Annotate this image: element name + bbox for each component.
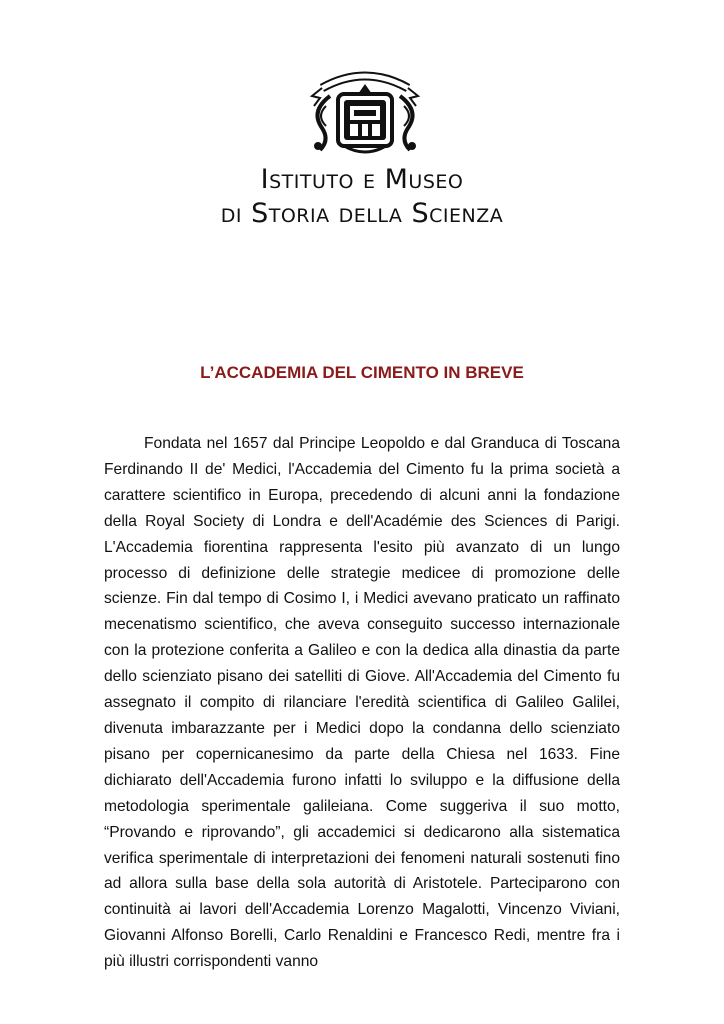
body-paragraph: Fondata nel 1657 dal Principe Leopoldo e dal Granduca di Toscana Ferdinando II de' Medici, l'Accademia del Cimento fu la prima società a carattere scientifico in Europa, precedendo di alcuni anni la fondazione della Royal Society di Londra e dell'Académie des Sciences di Parigi. L'Accademia fiorentina rappresenta l'esito più avanzato di un lungo processo di definizione delle strategie medicee di promozione delle scienze. Fin dal tempo di Cosimo I, i Medici avevano praticato un raffinato mecenatismo scientifico, che aveva conseguito successo internazionale con la protezione conferita a Galileo e con la dedica alla dinastia da parte dello scienziato pisano dei satelliti di Giove. All'Accademia del Cimento fu assegnato il compito di rilanciare l'eredità scientifica di Galileo Galilei, divenuta imbarazzante per i Medici dopo la condanna dello scienziato pisano per copernicanesimo da parte della Chiesa nel 1633. Fine dichiarato dell'Accademia furono infatti lo sviluppo e la diffusione della metodologia sperimentale galileiana. Come suggeriva il suo motto, “Provando e riprovando”, gli accademici si dedicarono alla sistematica verifica sperimentale di interpretazioni dei fenomeni naturali sostenuti fino ad allora sulla base della sola autorità di Aristotele. Parteciparono con continuità ai lavori dell'Accademia Lorenzo Magalotti, Vincenzo Viviani, Giovanni Alfonso Borelli, Carlo Renaldini e Francesco Redi, mentre fra i più illustri corrispondenti vanno <box>104 435 620 971</box>
academy-crest-icon <box>300 66 430 156</box>
institute-name-line-1: Istituto e Museo <box>260 164 464 195</box>
document-title: L’ACCADEMIA DEL CIMENTO IN BREVE <box>200 363 524 382</box>
institute-name-line-2: di Storia della Scienza <box>220 198 504 229</box>
